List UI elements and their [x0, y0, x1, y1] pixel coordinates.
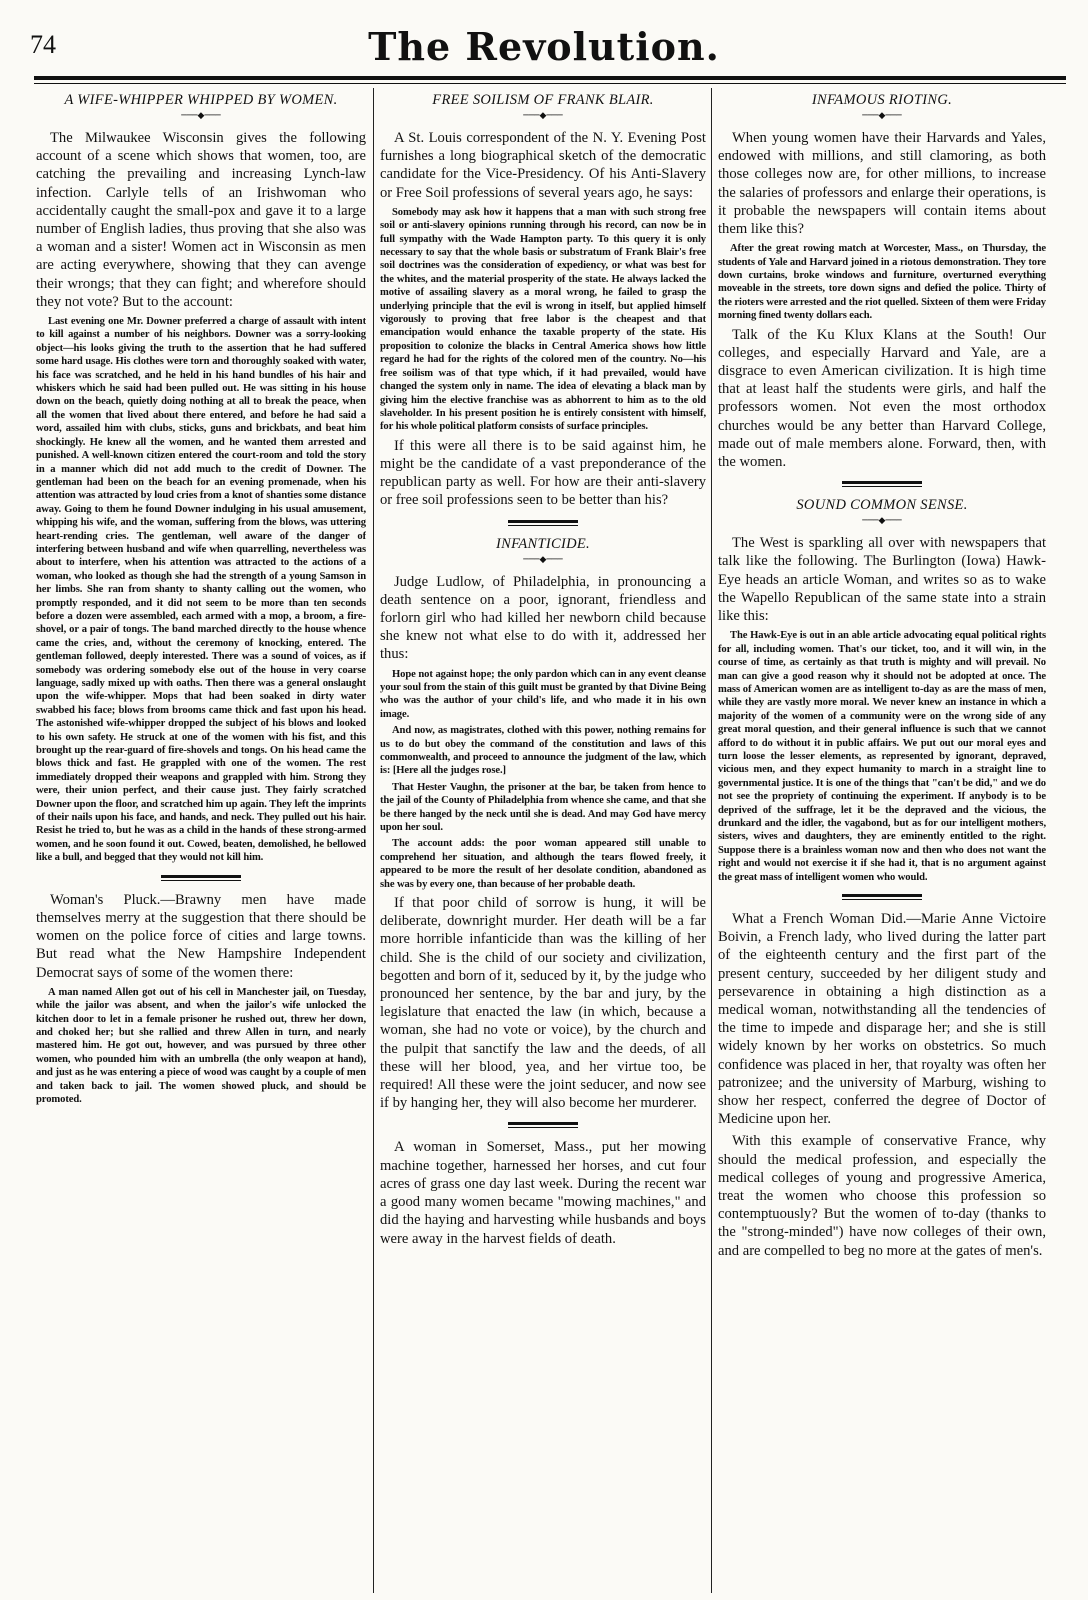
article-heading: INFAMOUS RIOTING.: [811, 92, 953, 108]
masthead-title: The Revolution.: [368, 24, 720, 69]
quoted-paragraph: The account adds: the poor woman appeared still unable to comprehend her situation, and although the tears flowed freely, it appeared to be more the result of her desolate condition, abandoned as she was by every one, than because of her probable death.: [380, 838, 706, 890]
ornament-divider: ───◆───: [523, 111, 563, 121]
ornament-divider: ───◆───: [862, 111, 902, 121]
column-divider: [373, 88, 374, 1593]
article-paragraph: The West is sparkling all over with newspapers that talk like the following. The Burlington (Iowa) Hawk-Eye heads an article Woman, and writes so as to wake the Wapello Republican of the same state into a strain like this:: [718, 535, 1046, 625]
quoted-paragraph: Last evening one Mr. Downer preferred a charge of assault with intent to kill against a number of his neighbors. Downer was a sorry-looking object—his looks giving the truth to the assertion that he had suffered some hard usage. His clothes were torn and thoroughly soaked with water, his face was scratched, and he held in his hand bundles of his hair and whiskers which he said had been pulled out. He was sitting in his house down on the beach, quietly doing nothing at all to break the peace, when all the women that lived about there entered, and before he had said a word, assailed him with clubs, sticks, guns and brickbats, and beat him shockingly. He knew all the women, and he wanted them arrested and punished. A well-known citizen entered the court-room and told the story in a manner which did not add much to the credit of Downer. The gentleman had been on the beach for an evening promenade, when his attention was attracted by loud cries from a knot of shanties some distance away. Going to them he found Downer indulging in his usual amusement, whipping his wife, and the woman, suffering from the blows, was uttering heart-rending cries. The gentleman, well aware of the danger of interfering between husband and wife when quarrelling, nevertheless was about to interfere, when his attention was attracted to the actions of a woman, who looked as though she had the strength of a young Samson in her limbs. She ran from shanty to shanty calling out the women, who promptly responded, and it did not seem to be more than ten seconds before a dozen were assembled, each armed with a mop, a broom, a fire-shovel, or a pair of tongs. The band marched directly to the house whence came the cries, and, without the ceremony of knocking, entered. The gentleman followed, deeply interested. There was a sound of voices, as if somebody was ordering somebody else out of the house in very coarse language, sadly mixed up with oaths. Then there was a general onslaught upon the wife-whipper. Mops that had been soaked in dirty water swabbed his face; blows from brooms came thick and fast upon his head. The astonished wife-whipper dropped the subject of his blows and looked to his own safety. He struck at one of the women with his fist, and this brought up the rear-guard of fire-shovels and tongs. On his head came the blows thick and fast. He grappled with one of the women. The rest immediately dropped their weapons and grappled with him. Strong they were, their union perfect, and their cause just. They fairly scratched Downer upon the floor, and scratched him up again. They left the imprints of their nails upon his face, and hands, and neck. They pulled out his hair. Resist he tried to, but he was as a child in the hands of these strong-armed women, and he soon found it out. Cowed, beaten, demolished, he bellowed like a bull, and begged that they would not kill him.: [36, 316, 366, 864]
article-paragraph: Talk of the Ku Klux Klans at the South! Our colleges, and especially Harvard and Yale, are a disgrace to even American civilization. It is high time that at least half the students were girls, and half the professors women. Not even the most orthodox churches would be any better than Harvard College, made out of male members alone. Forward, then, with the women.: [718, 326, 1046, 471]
quoted-paragraph: A man named Allen got out of his cell in Manchester jail, on Tuesday, while the jailor was absent, and when the jailor's wife unlocked the kitchen door to let in a female prisoner he rushed out, threw her down, and choked her; but she rallied and threw Allen in turn, and nearly mastered him. He got out, however, and was pursued by three other women, who pounded him with an umbrella (the only weapon at hand), and just as he was entering a piece of wood was caught by a couple of men and taken back to jail. The women showed pluck, and should be promoted.: [36, 986, 366, 1105]
quoted-paragraph: And now, as magistrates, clothed with this power, nothing remains for us to do but obey the command of the constitution and laws of this commonwealth, and proceed to announce the judgment of the law, which is: [Here all the judges rose.]: [380, 725, 706, 777]
column-2: [380, 90, 706, 1588]
section-separator: [508, 1122, 578, 1128]
ornament-divider: ───◆───: [181, 111, 221, 121]
masthead-rule-thin: [34, 83, 1066, 84]
article-paragraph: A St. Louis correspondent of the N. Y. Evening Post furnishes a long biographical sketch of the democratic candidate for the Vice-Presidency. Of his Anti-Slavery or Free Soil professions of several years ago, he says:: [380, 130, 706, 201]
article-paragraph: If that poor child of sorrow is hung, it will be deliberate, downright murder. Her death will be a far more horrible infanticide than was the killing of her child. She is the child of our society and civilization, begotten and born of it, seduced by it, by the judge who pronounced her sentence, by the bar and jury, by the legislature that enacted the law (in which, because a woman, she had no vote or voice), by the church and the pulpit that sanctify the law and the deeds, of all these will her blood, yea, and her virtue too, be required! All these were the joint seducer, and now see if by hanging her, they will also become her murderer.: [380, 895, 706, 1112]
masthead-rule: [34, 76, 1066, 80]
column-divider: [711, 88, 712, 1593]
article-paragraph: When young women have their Harvards and Yales, endowed with millions, and still clamoring, as both those colleges now are, for other millions, to increase the salaries of professors and enlarge their operations, is it probable the newspapers will contain items about them like this?: [718, 130, 1046, 238]
article-paragraph: Woman's Pluck.—Brawny men have made themselves merry at the suggestion that there should be women on the police force of cities and large towns. But read what the New Hampshire Independent Democrat says of some of the women there:: [36, 891, 366, 981]
quoted-paragraph: After the great rowing match at Worcester, Mass., on Thursday, the students of Yale and Harvard joined in a riotous demonstration. They tore down curtains, broke windows and furniture, overturned everything moveable in the streets, tore down signs and defied the police. Thirty of the rioters were arrested and the riot quelled. Sixteen of them were Friday morning fined twenty dollars each.: [718, 243, 1046, 322]
article-paragraph: Judge Ludlow, of Philadelphia, in pronouncing a death sentence on a poor, ignorant, friendless and forlorn girl who had killed her newborn child because she knew not what else to do with it, addressed her thus:: [380, 573, 706, 663]
quoted-paragraph: The Hawk-Eye is out in an able article advocating equal political rights for all, including women. That's our ticket, too, and it will win, in the course of time, as certainly as that truth is mighty and will prevail. No man can give a good reason why it should not be adopted at once. The mass of American women are as intelligent to-day as are the mass of men, while they are vastly more moral. We never knew an instance in which a majority of the women of a community were on the wrong side of any great moral question, and their general influence is such that we cannot afford to do without it in public affairs. We put out our moral eyes and turn loose the lesser elements, as represented by ignorant, depraved, vicious men, and they expect humanity to march in a straight line to governmental justice. It is one of the things that "can't be did," and we do not see the propriety of continuing the experiment. If anybody is to be deprived of the suffrage, let it be the depraved and the vicious, the drunkard and the idler, the vagabond, but as for our intelligent mothers, sisters, wives and daughters, they are eminently entitled to the right. Suppose there is a brainless woman now and then who does not want the right and would not exercise it if she had it, that is no argument against the great mass of intelligent women who would.: [718, 630, 1046, 883]
article-paragraph: If this were all there is to be said against him, he might be the candidate of a vast preponderance of the republican party as well. For how are their anti-slavery or free soil professions seen to be better than his?: [380, 437, 706, 509]
section-separator: [508, 520, 578, 526]
quoted-paragraph: That Hester Vaughn, the prisoner at the bar, be taken from hence to the jail of the County of Philadelphia from whence she came, and that she be there hanged by the neck until she is dead. And may God have mercy upon her soul.: [380, 781, 706, 834]
quoted-paragraph: Hope not against hope; the only pardon which can in any event cleanse your soul from the stain of this guilt must be granted by that Divine Being who was the author of your child's life, and who made it in his own image.: [380, 668, 706, 720]
article-paragraph: The Milwaukee Wisconsin gives the following account of a scene which shows that women, too, are catching the prevailing and increasing Lynch-law infection. Carlyle tells of an Irishwoman who accidentally caught the small-pox and gave it to a large number of English ladies, thus proving that she also was a woman and a sister! Women act in Wisconsin as men are acting everywhere, showing that they can avenge their wrongs; that they can fight; and wherefore should they not vote? But to the account:: [36, 130, 366, 310]
article-heading: A WIFE-WHIPPER WHIPPED BY WOMEN.: [64, 92, 338, 108]
column-3: [718, 90, 1046, 1588]
article-heading: FREE SOILISM OF FRANK BLAIR.: [432, 92, 654, 108]
ornament-divider: ───◆───: [523, 554, 563, 565]
article-paragraph: What a French Woman Did.—Marie Anne Victoire Boivin, a French lady, who lived during the latter part of the eighteenth century and the first part of the present century, succeeded by her diligent study and persevarence in obtaining a high distinction as a medical woman, notwithstanding all the tendencies of the time to impede and disparage her; and she is still widely known by her works on obstetrics. So much confidence was placed in her, that royalty was often her patronizee; and the university of Marburg, wishing to show her respect, conferred the degree of Doctor of Medicine upon her.: [718, 911, 1046, 1128]
article-heading: INFANTICIDE.: [496, 535, 590, 552]
section-separator: [161, 875, 241, 881]
article-paragraph: A woman in Somerset, Mass., put her mowing machine together, harnessed her horses, and cut four acres of grass one day last week. During the recent war a good many women became "mowing machines," and did the haying and harvesting while husbands and boys were away in the harvest fields of death.: [380, 1139, 706, 1247]
column-1: [36, 90, 366, 1588]
quoted-paragraph: Somebody may ask how it happens that a man with such strong free soil or anti-slavery opinions running through his record, can now be in full sympathy with the Wade Hampton party. To this query it is only necessary to say that the whole basis or substratum of Frank Blair's free soil doctrines was the consideration of expediency, or what was best for the whites, and the material prosperity of the state. He always lacked the motive of assailing slavery as a moral wrong, he failed to grasp the underlying principle that the evil is wrong in itself, but applied himself vigorously to proving that free labor is the cheapest and that emancipation would enhance the taxable property of the state. His proposition to colonize the blacks in Central America shows how little regard he had for the rights of the colored men of the country. No—his free soilism was of that type which, if it had prevailed, would have changed the system only in name. The idea of elevating a black man by giving him the elective franchise was as abhorrent to him as to the old slaveholder. In his present position he is entirely consistent with himself, for his whole political platform consists of surface principles.: [380, 206, 706, 433]
article-heading: SOUND COMMON SENSE.: [796, 497, 968, 514]
section-separator: [842, 481, 922, 487]
ornament-divider: ───◆───: [862, 516, 902, 527]
section-separator: [842, 894, 922, 900]
page-number: 74: [30, 30, 56, 59]
article-paragraph: With this example of conservative France, why should the medical profession, and especially the medical colleges of young and progressive America, treat the women who choose this profession so contemptuously? But the women of to-day (thanks to the "strong-minded") have now colleges of their own, and are compelled to beg no more at the gates of men's.: [718, 1133, 1046, 1259]
